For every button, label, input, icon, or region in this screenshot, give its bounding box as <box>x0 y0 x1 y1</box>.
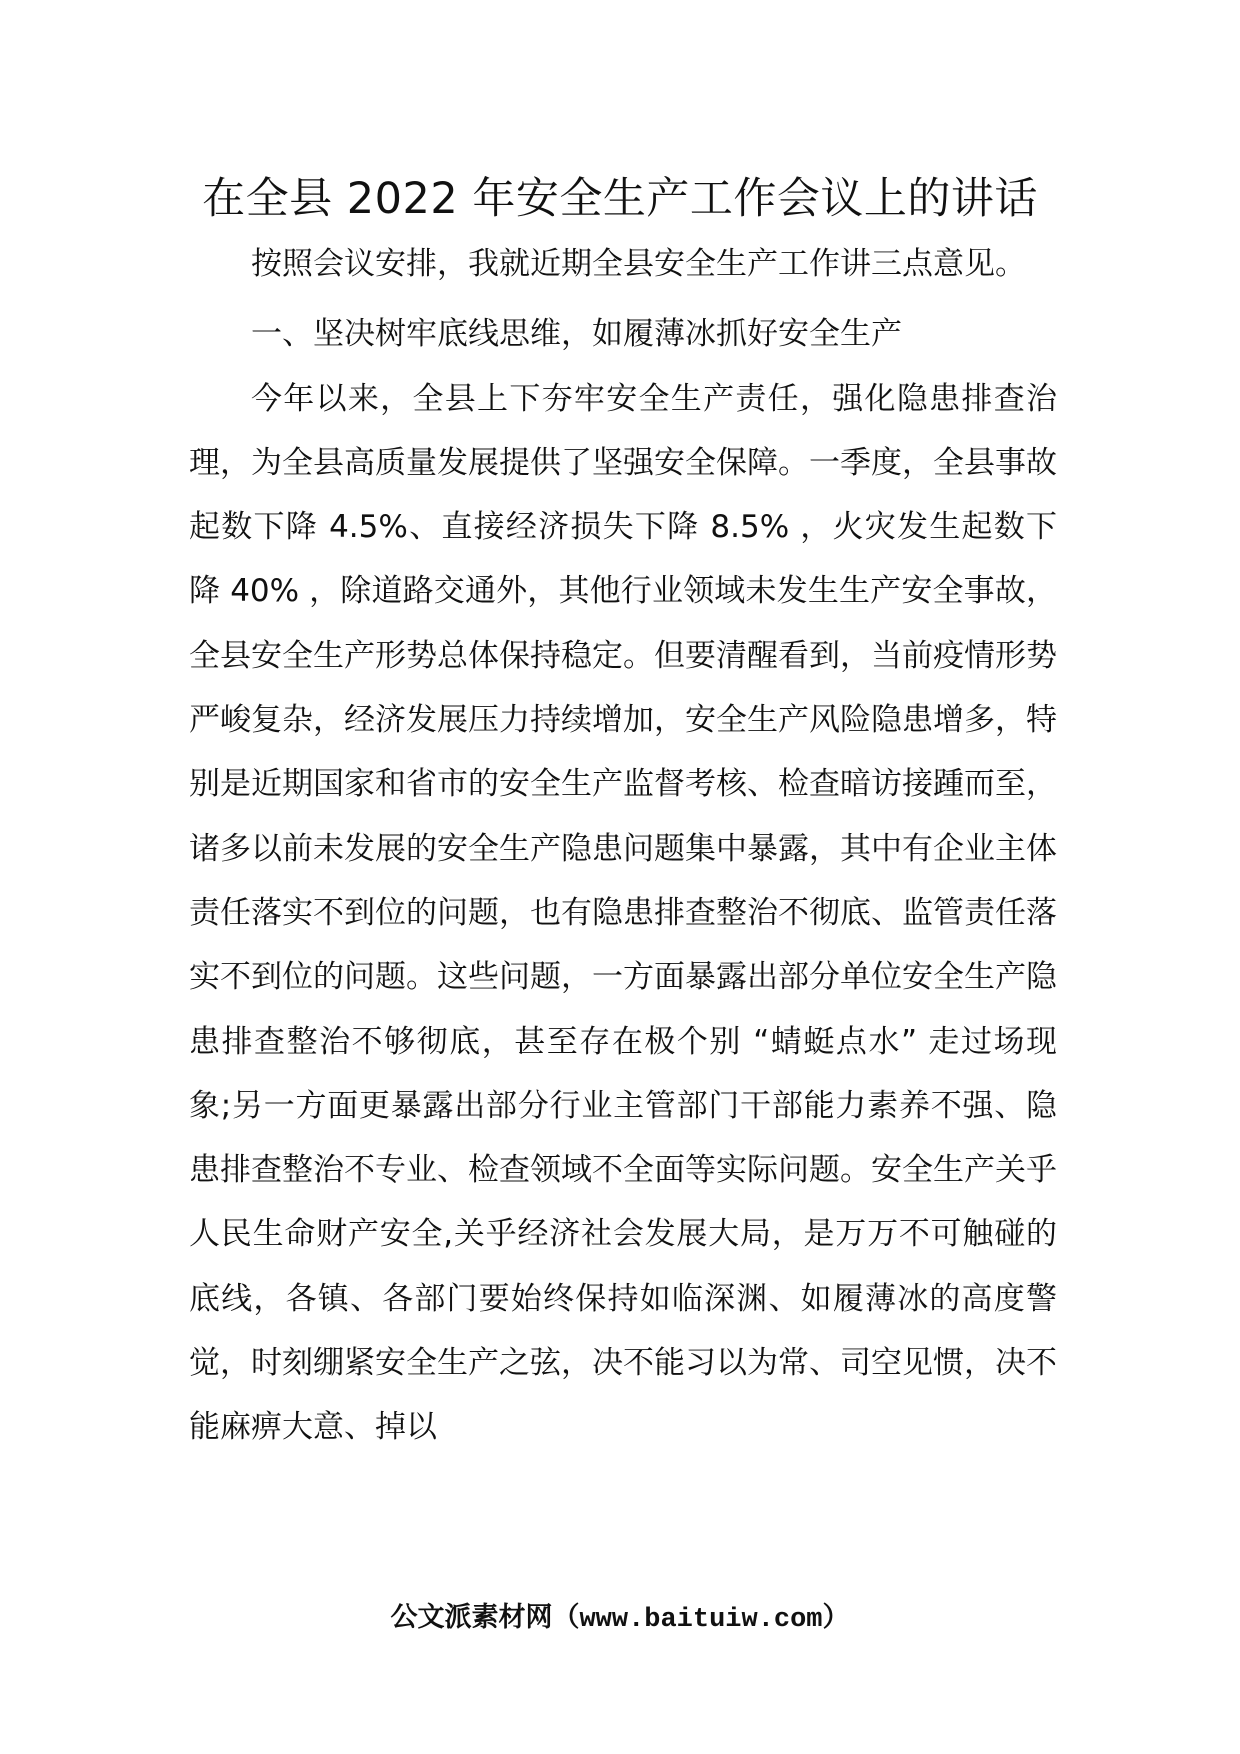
document-title: 在全县 2022 年安全生产工作会议上的讲话 <box>202 174 1038 224</box>
footer-source <box>0 1598 1240 1640</box>
section-heading-1: 一、坚决树牢底线思维，如履薄冰抓好安全生产 <box>251 316 902 353</box>
intro-paragraph: 按照会议安排，我就近期全县安全生产工作讲三点意见。 <box>251 246 1026 282</box>
footer-url: www.baituiw.com <box>579 1605 823 1635</box>
footer-site-name: 公文派素材网（ <box>390 1602 580 1633</box>
document-body <box>189 232 1057 1460</box>
body-paragraph-1: 今年以来，全县上下夯牢安全生产责任，强化隐患排查治理，为全县高质量发展提供了坚强安全保障。一季度，全县事故起数下降 4.5%、直接经济损失下降 8.5% ，火灾发生起数下降 40% ，除道路交通外，其他行业领域未发生生产安全事故，全县安全生产形势总体保持稳定。但要清醒看到，当前疫情形势严峻复杂，经济发展压力持续增加，安全生产风险隐患增多，特别是近期国家和省市的安全生产监督考核、检查暗访接踵而至，诸多以前未发展的安全生产隐患问题集中暴露，其中有企业主体责任落实不到位的问题，也有隐患排查整治不彻底、监管责任落实不到位的问题。这些问题，一方面暴露出部分单位安全生产隐患排查整治不够彻底，甚至存在极个别 “蜻蜓点水” 走过场现象;另一方面更暴露出部分行业主管部门干部能力素养不强、隐患排查整治不专业、检查领域不全面等实际问题。安全生产关乎人民生命财产安全,关乎经济社会发展大局，是万万不可触碰的底线，各镇、各部门要始终保持如临深渊、如履薄冰的高度警觉，时刻绷紧安全生产之弦，决不能习以为常、司空见惯，决不能麻痹大意、掉以 <box>189 380 1057 1446</box>
footer-close-paren: ） <box>822 1602 850 1633</box>
